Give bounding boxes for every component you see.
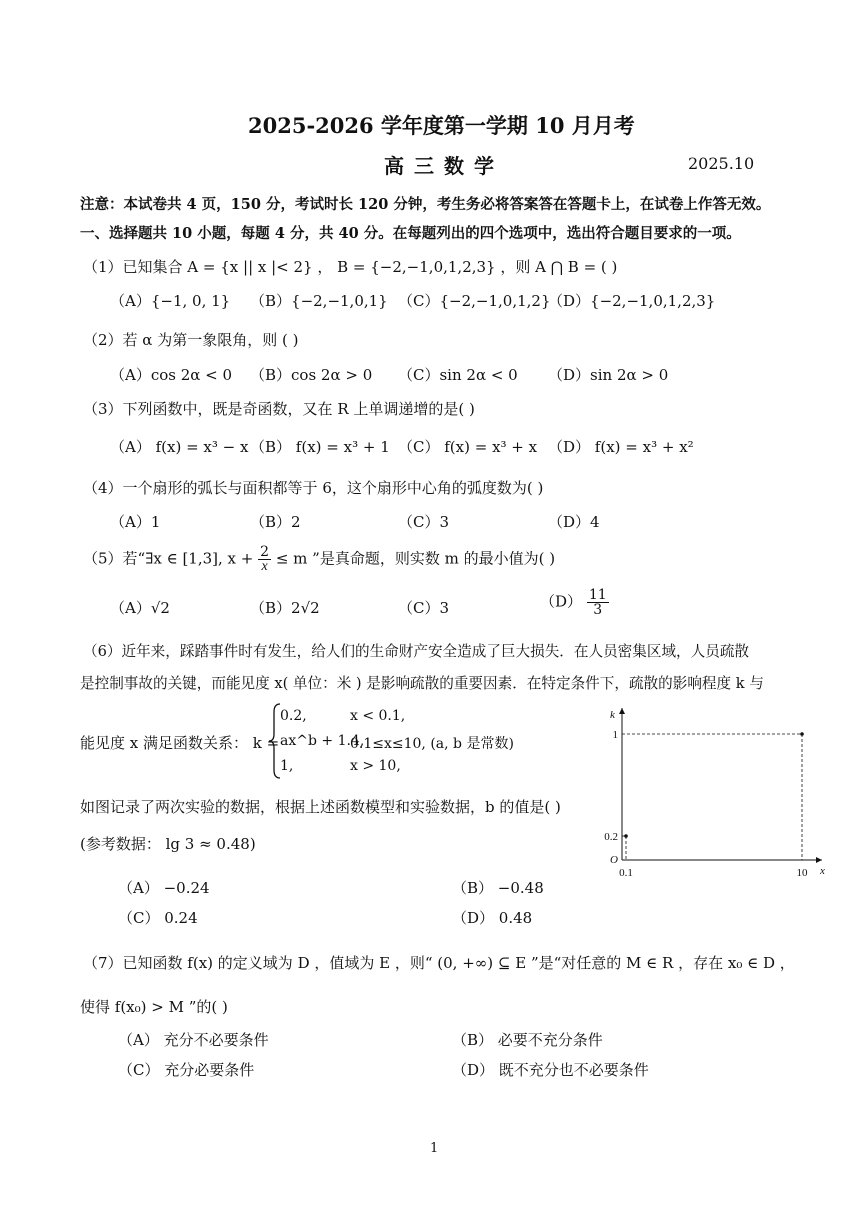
exam-date: 2025.10	[688, 154, 755, 173]
question-5-option-d	[540, 588, 609, 617]
question-5-option-d-num: 11	[588, 587, 607, 603]
question-5-option-d-fraction	[587, 588, 609, 617]
question-5-fraction	[258, 545, 271, 574]
question-6-line-2: 是控制事故的关键，而能见度 x( 单位：米 ) 是影响疏散的重要因素．在特定条件下，疏散的影响程度 k 与	[80, 675, 764, 692]
question-5-stem	[83, 545, 555, 574]
question-3-option-b: （B） f(x) = x³ + 1	[250, 438, 390, 456]
question-4-stem: （4）一个扇形的弧长与面积都等于 6，这个扇形中心角的弧度数为( )	[83, 479, 544, 497]
question-5-option-b: （B）2√2	[250, 599, 320, 617]
question-5-option-d-label: （D）	[540, 592, 583, 611]
question-7-option-c: （C） 充分必要条件	[118, 1061, 255, 1079]
question-7-line-1: （7）已知函数 f(x) 的定义域为 D ，值域为 E ，则“ (0, +∞) ⊆ E ”是“对任意的 M ∈ R ，存在 x₀ ∈ D ，	[83, 954, 795, 972]
question-1-option-d: （D）{−2,−1,0,1,2,3}	[548, 292, 716, 310]
piecewise-row-3-cond: x > 10,	[350, 758, 401, 774]
question-4-option-a: （A）1	[110, 513, 161, 531]
question-5-option-c: （C）3	[398, 599, 450, 617]
question-2-option-a: （A）cos 2α < 0	[110, 366, 233, 384]
question-5-option-a: （A）√2	[110, 599, 170, 617]
question-6-line-4: 如图记录了两次实验的数据，根据上述函数模型和实验数据，b 的值是( )	[80, 798, 561, 816]
question-4-option-b: （B）2	[250, 513, 301, 531]
y-axis-arrow	[619, 708, 625, 714]
experiment-chart	[600, 702, 830, 880]
y-tick-label-1: 1	[612, 729, 618, 741]
question-4-option-d: （D）4	[548, 513, 600, 531]
x-tick-label-0.1: 0.1	[619, 867, 633, 879]
question-2-option-b: （B）cos 2α > 0	[250, 366, 373, 384]
question-5-stem-before: （5）若“∃x ∈ [1,3], x +	[83, 549, 254, 568]
piecewise-row-1-expr: 0.2,	[280, 708, 307, 724]
question-6-reference: (参考数据： lg 3 ≈ 0.48)	[80, 835, 256, 853]
chart-layer	[604, 708, 825, 879]
question-4-option-c: （C）3	[398, 513, 450, 531]
question-1-option-a: （A）{−1, 0, 1}	[110, 292, 231, 310]
question-6-option-c: （C） 0.24	[118, 909, 198, 927]
y-axis-label: k	[610, 709, 615, 721]
question-2-stem: （2）若 α 为第一象限角，则 ( )	[83, 331, 299, 349]
exam-subject: 高三数学	[384, 154, 504, 178]
question-7-line-2: 使得 f(x₀) > M ”的( )	[80, 998, 228, 1016]
question-5-fraction-num: 2	[260, 544, 270, 560]
question-6-option-b: （B） −0.48	[452, 879, 544, 897]
question-1-option-b: （B）{−2,−1,0,1}	[250, 292, 388, 310]
question-6-option-a: （A） −0.24	[118, 879, 210, 897]
question-5-stem-after: ≤ m ”是真命题，则实数 m 的最小值为( )	[275, 549, 556, 568]
y-tick-label-0.2: 0.2	[604, 831, 618, 843]
section-heading: 一、选择题共 10 小题，每题 4 分，共 40 分。在每题列出的四个选项中，选出符合题目要求的一项。	[80, 225, 741, 242]
piecewise-row-3-expr: 1,	[280, 758, 294, 774]
question-3-option-a: （A） f(x) = x³ − x	[110, 438, 249, 456]
question-2-option-d: （D）sin 2α > 0	[548, 366, 669, 384]
origin-label: O	[610, 854, 618, 866]
exam-notice: 注意：本试卷共 4 页，150 分，考试时长 120 分钟，考生务必将答案答在答题卡上，在试卷上作答无效。	[80, 196, 771, 213]
question-7-option-b: （B） 必要不充分条件	[452, 1031, 603, 1049]
question-6-option-d: （D） 0.48	[452, 909, 533, 927]
question-3-option-d: （D） f(x) = x³ + x²	[548, 438, 694, 456]
question-7-option-a: （A） 充分不必要条件	[118, 1031, 269, 1049]
question-6-line-3: 能见度 x 满足函数关系： k =	[80, 734, 280, 752]
page-number: 1	[430, 1141, 439, 1156]
piecewise-row-1-cond: x < 0.1,	[350, 708, 406, 724]
piecewise-row-2-cond: 0.1≤x≤10, (a, b 是常数)	[350, 736, 514, 752]
question-6-line-1: （6）近年来，踩踏事件时有发生，给人们的生命财产安全造成了巨大损失．在人员密集区域，人员疏散	[83, 643, 750, 660]
question-1-stem: （1）已知集合 A = {x || x |< 2} ， B = {−2,−1,0,1,2,3} ，则 A ⋂ B = ( )	[83, 258, 618, 276]
x-tick-label-10: 10	[796, 867, 808, 879]
question-5-option-d-den: 3	[593, 602, 603, 618]
data-point-0	[624, 834, 628, 838]
exam-title: 2025-2026 学年度第一学期 10 月月考	[248, 113, 635, 138]
question-3-option-c: （C） f(x) = x³ + x	[398, 438, 538, 456]
x-axis-arrow	[816, 857, 822, 863]
question-5-fraction-den: x	[261, 559, 268, 574]
x-axis-label: x	[820, 865, 825, 877]
question-2-option-c: （C）sin 2α < 0	[398, 366, 518, 384]
piecewise-row-2-expr: ax^b + 1.4,	[280, 733, 365, 749]
question-7-option-d: （D） 既不充分也不必要条件	[452, 1061, 649, 1079]
data-point-1	[800, 732, 804, 736]
question-1-option-c: （C）{−2,−1,0,1,2}	[398, 292, 551, 310]
question-3-stem: （3）下列函数中，既是奇函数，又在 R 上单调递增的是( )	[83, 400, 475, 418]
